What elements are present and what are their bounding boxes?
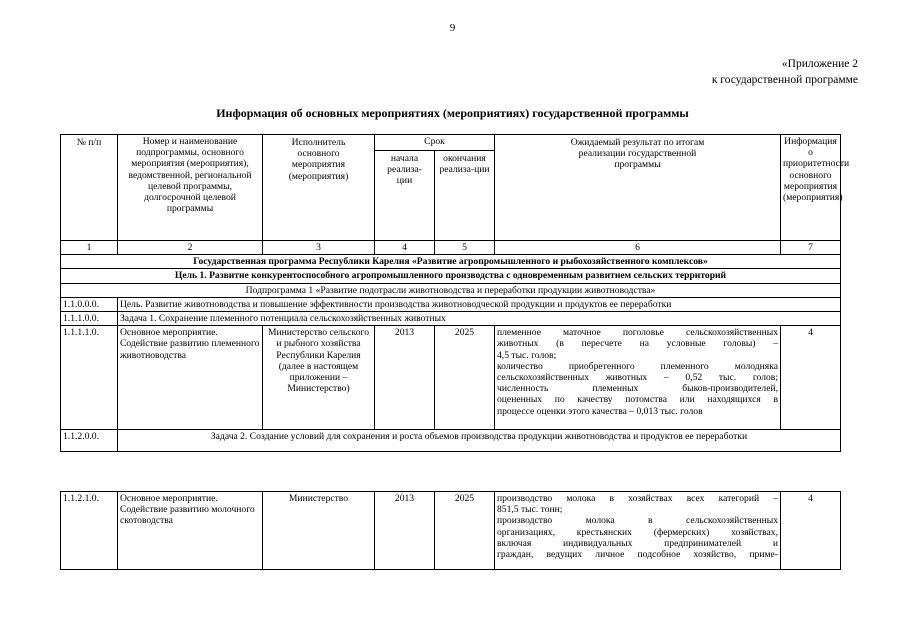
table-row (61, 312, 841, 326)
appendix-line-2: к государственной программе (711, 74, 858, 86)
document-title: Информация об основных мероприятиях (мероприятиях) государственной программы (216, 106, 689, 120)
column-numbers-row (61, 241, 841, 255)
goal-title: Цель 1. Развитие конкурентоспособного агропромышленного производства с одновременным развитием сельских территорий (61, 269, 841, 283)
page-number: 9 (449, 22, 456, 34)
column-number: 7 (781, 241, 841, 255)
measures-table-continued (60, 491, 841, 570)
column-number: 5 (435, 241, 495, 255)
result-line: племенное маточное поголовье сельскохозяйственных (497, 327, 778, 339)
row-result (495, 492, 781, 570)
table-row (61, 430, 841, 452)
header-term: Срок (375, 135, 495, 151)
subprogram-row (61, 283, 841, 297)
table-row (61, 492, 841, 570)
appendix-line-1: «Приложение 2 (781, 58, 858, 70)
measures-table (60, 134, 850, 452)
result-line: животных (в пересчете на условные головы) – (497, 338, 778, 350)
row-executor: Министерство сельского и рыбного хозяйства Республики Карелия (далее в настоящем приложении – Министерство) (263, 326, 375, 430)
header-priority: Информация о приоритетности основного мероприятия (мероприятия) (781, 135, 841, 241)
row-end-year: 2025 (435, 492, 495, 570)
column-number: 6 (495, 241, 781, 255)
result-line: 4,5 тыс. голов; (497, 349, 557, 361)
row-priority: 4 (781, 326, 841, 430)
result-line: численность племенных быков-производителей, (497, 383, 778, 395)
column-number: 4 (375, 241, 435, 255)
table-row (61, 326, 841, 430)
row-text: Цель. Развитие животноводства и повышение эффективности производства животноводческой продукции и продуктов ее переработки (118, 297, 841, 311)
result-line: сельскохозяйственных животных – 0,52 тыс. голов; (497, 372, 778, 384)
row-priority: 4 (781, 492, 841, 570)
header-num: № п/п (61, 135, 118, 241)
row-start-year: 2013 (375, 326, 435, 430)
row-end-year: 2025 (435, 326, 495, 430)
result-line: оцененных по качеству потомства или находящихся в (497, 394, 778, 406)
header-name: Номер и наименование подпрограммы, основного мероприятия (мероприятия), ведомственной, региональной целевой программы, долгосрочной целевой программы (118, 135, 263, 241)
table-row (61, 297, 841, 311)
row-result (495, 326, 781, 430)
column-number: 1 (61, 241, 118, 255)
header-executor: Исполнитель основного мероприятия (мероприятия) (263, 135, 375, 241)
program-row (61, 255, 841, 269)
row-number: 1.1.2.1.0. (61, 492, 118, 570)
header-row (61, 135, 841, 151)
header-term-start: начала реализа-ции (375, 151, 435, 241)
row-number: 1.1.1.0.0. (61, 312, 118, 326)
row-number: 1.1.1.1.0. (61, 326, 118, 430)
goal-row (61, 269, 841, 283)
result-line: количество приобретенного племенного молодняка (497, 360, 778, 372)
result-line: производство молока в хозяйствах всех категорий – (497, 493, 778, 504)
result-line: граждан, ведущих личное подсобное хозяйство, приме- (497, 549, 778, 561)
row-number: 1.1.2.0.0. (61, 430, 118, 452)
result-line: организациях, крестьянских (фермерских) хозяйствах, (497, 526, 778, 538)
header-term-end: окончания реализа-ции (435, 151, 495, 241)
column-number: 3 (263, 241, 375, 255)
row-start-year: 2013 (375, 492, 435, 570)
result-line: производство молока в сельскохозяйственных (497, 515, 778, 527)
row-executor: Министерство (263, 492, 375, 570)
result-line: включая индивидуальных предпринимателей и (497, 537, 778, 549)
row-number: 1.1.0.0.0. (61, 297, 118, 311)
header-result: Ожидаемый результат по итогам реализации государственной программы (495, 135, 781, 241)
subprogram-title: Подпрограмма 1 «Развитие подотрасли животноводства и переработки продукции животноводства» (61, 283, 841, 297)
program-title: Государственная программа Республики Карелия «Развитие агропромышленного и рыбохозяйственного комплексов» (61, 255, 841, 269)
appendix-note (712, 56, 858, 88)
column-number: 2 (118, 241, 263, 255)
row-name: Основное мероприятие. Содействие развитию молочного скотоводства (118, 492, 263, 570)
result-line: 851,5 тыс. тонн; (497, 504, 563, 516)
row-text: Задача 1. Сохранение племенного потенциала сельскохозяйственных животных (118, 312, 841, 326)
row-text: Задача 2. Создание условий для сохранения и роста объемов производства продукции животноводства и продуктов ее переработки (118, 430, 841, 452)
result-line: процессе оценки этого качества – 0,013 тыс. голов (497, 405, 703, 417)
row-name: Основное мероприятие. Содействие развитию племенного животноводства (118, 326, 263, 430)
